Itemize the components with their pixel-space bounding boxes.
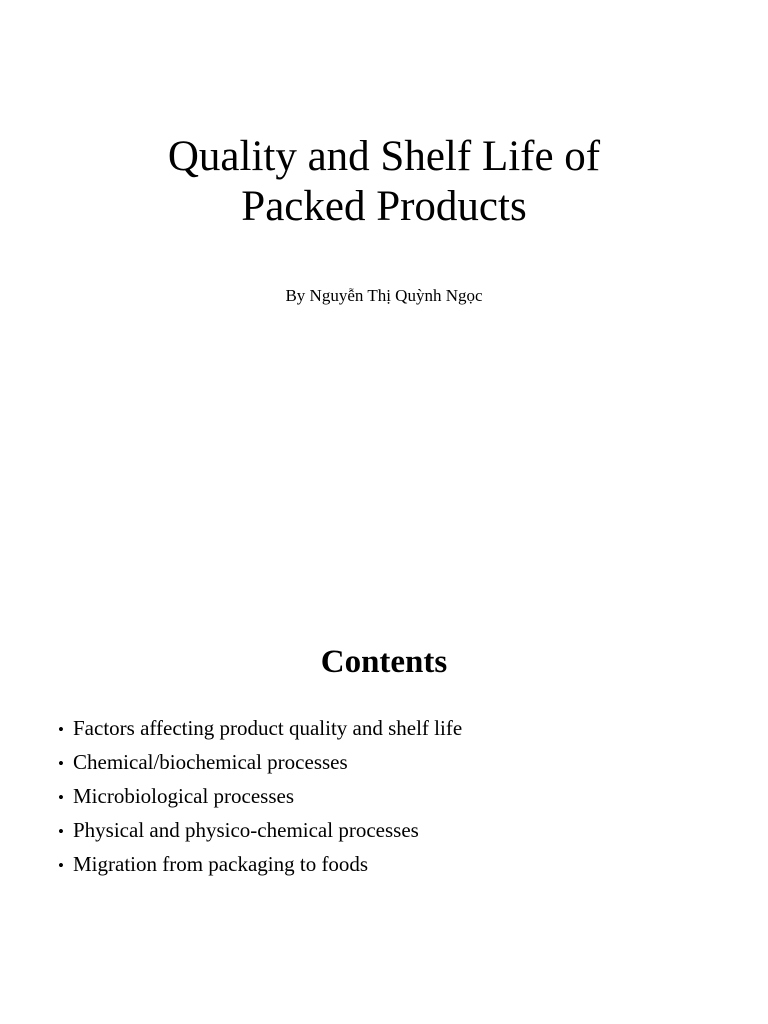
bullet-icon: • <box>58 788 64 807</box>
list-item-text: Chemical/biochemical processes <box>73 750 348 774</box>
list-item <box>58 814 462 848</box>
bullet-icon: • <box>58 822 64 841</box>
title-line-1: Quality and Shelf Life of <box>167 133 601 180</box>
author-byline: By Nguyễn Thị Quỳnh Ngọc <box>285 286 483 305</box>
list-item-text: Factors affecting product quality and shelf life <box>73 716 463 740</box>
list-item-text: Microbiological processes <box>73 784 295 808</box>
title-line-2: Packed Products <box>241 183 527 230</box>
contents-heading: Contents <box>320 644 448 680</box>
list-item-text: Migration from packaging to foods <box>73 852 369 876</box>
list-item-text: Physical and physico-chemical processes <box>73 818 419 842</box>
contents-slide <box>0 512 768 1024</box>
list-item <box>58 712 462 746</box>
list-item <box>58 848 462 882</box>
bullet-icon: • <box>58 754 64 773</box>
list-item <box>58 746 462 780</box>
contents-list <box>58 712 462 882</box>
presentation-title <box>0 132 768 232</box>
bullet-icon: • <box>58 720 64 739</box>
bullet-icon: • <box>58 856 64 875</box>
list-item <box>58 780 462 814</box>
